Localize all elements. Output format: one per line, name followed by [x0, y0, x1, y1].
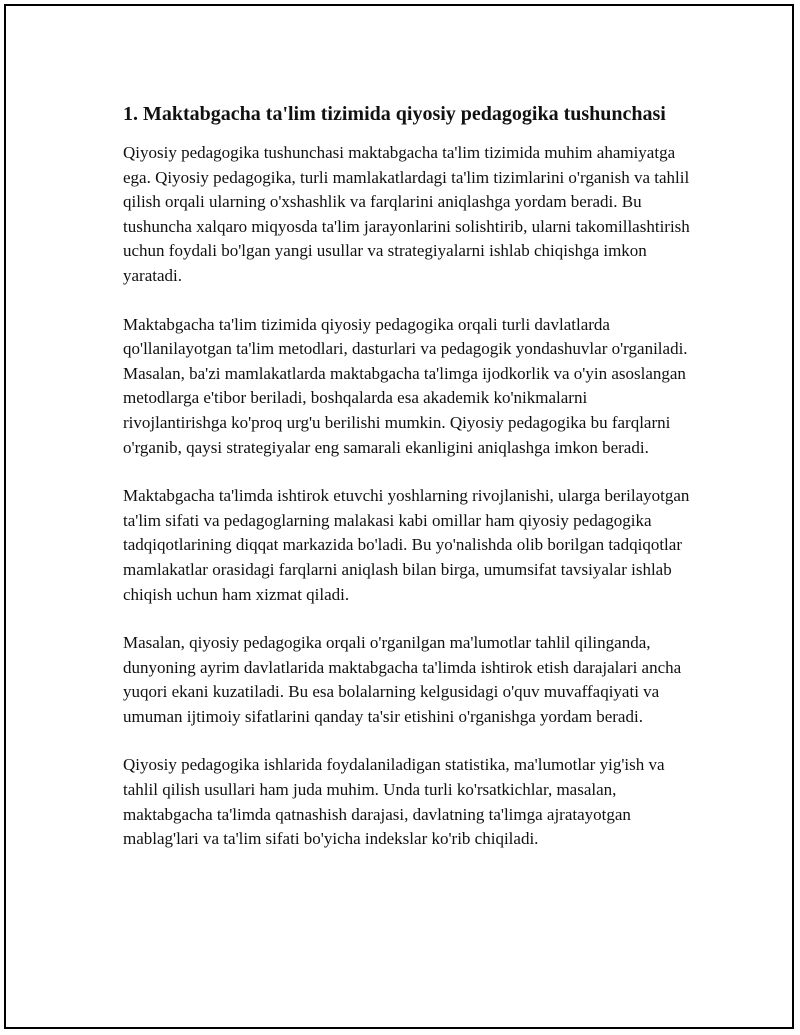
paragraph-4: Masalan, qiyosiy pedagogika orqali o'rganilgan ma'lumotlar tahlil qilinganda, dunyoning ayrim davlatlarida maktabgacha ta'limda ishtirok etish darajalari ancha yuqori ekani kuzatiladi. Bu esa bolalarning kelgusidagi o'quv muvaffaqiyati va umuman ijtimoiy sifatlarini qanday ta'sir etishini o'rganishga yordam beradi.: [123, 633, 682, 726]
paragraph-2: Maktabgacha ta'lim tizimida qiyosiy pedagogika orqali turli davlatlarda qo'llanilayotgan ta'lim metodlari, dasturlari va pedagogik yondashuvlar o'rganiladi. Masalan, ba'zi mamlakatlarda maktabgacha ta'limga ijodkorlik va o'yin asoslangan metodlarga e'tibor beriladi, boshqalarda esa akademik ko'nikmalarni rivojlantirishga ko'proq urg'u berilishi mumkin. Qiyosiy pedagogika bu farqlarni o'rganib, qaysi strategiyalar eng samarali ekanligini aniqlashga imkon beradi.: [123, 314, 688, 457]
document-body: [123, 100, 695, 876]
section-heading: 1. Maktabgacha ta'lim tizimida qiyosiy pedagogika tushunchasi: [123, 103, 666, 125]
paragraph-3: Maktabgacha ta'limda ishtirok etuvchi yoshlarning rivojlanishi, ularga berilayotgan ta'lim sifati va pedagoglarning malakasi kabi omillar ham qiyosiy pedagogika tadqiqotlarining diqqat markazida bo'ladi. Bu yo'nalishda olib borilgan tadqiqotlar mamlakatlar orasidagi farqlarni aniqlash bilan birga, umumsifat tavsiyalar ishlab chiqish uchun ham xizmat qiladi.: [123, 486, 690, 604]
paragraph-1: Qiyosiy pedagogika tushunchasi maktabgacha ta'lim tizimida muhim ahamiyatga ega. Qiyosiy pedagogika, turli mamlakatlardagi ta'lim tizimlarini o'rganish va tahlil qilish orqali ularning o'xshashlik va farqlarini aniqlashga yordam beradi. Bu tushuncha xalqaro miqyosda ta'lim jarayonlarini solishtirib, ularni takomillashtirish uchun foydali bo'lgan yangi usullar va strategiyalarni ishlab chiqishga imkon yaratadi.: [123, 143, 690, 285]
page-frame: [4, 4, 794, 1029]
paragraph-5: Qiyosiy pedagogika ishlarida foydalaniladigan statistika, ma'lumotlar yig'ish va tahlil qilish usullari ham juda muhim. Unda turli ko'rsatkichlar, masalan, maktabgacha ta'limda qatnashish darajasi, davlatning ta'limga ajratayotgan mablag'lari va ta'lim sifati bo'yicha indekslar ko'rib chiqiladi.: [123, 755, 665, 849]
